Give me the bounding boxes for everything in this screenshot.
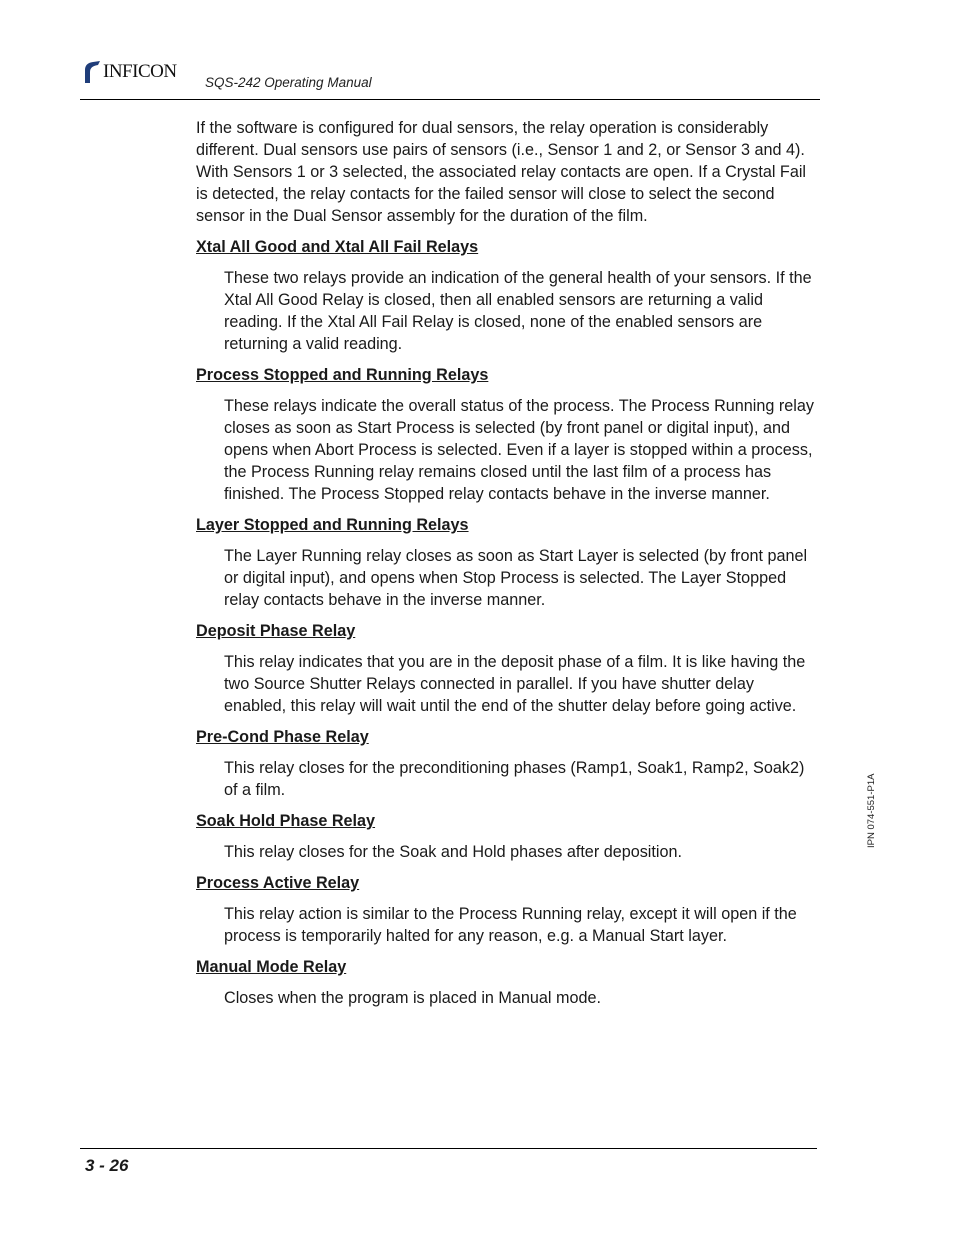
section-heading: Manual Mode Relay [196, 958, 347, 976]
section-body: Closes when the program is placed in Manual mode. [224, 989, 602, 1007]
section-soak-hold-relay [196, 811, 820, 863]
footer-divider [80, 1148, 817, 1149]
section-heading: Deposit Phase Relay [196, 622, 356, 640]
page-header [80, 58, 820, 100]
intro-paragraph: If the software is configured for dual sensors, the relay operation is considerably different. Dual sensors use pairs of sensors (i.e., Sensor 1 and 2, or Sensor 3 and 4). With Sensors 1 or 3 selected, the associated relay contacts are open. If a Crystal Fail is detected, the relay contacts for the failed sensor will close to select the second sensor in the Dual Sensor assembly for the duration of the film. [196, 119, 807, 225]
section-body: These relays indicate the overall status of the process. The Process Running relay closes as soon as Start Process is selected (by front panel or digital input), and opens when Abort Process is selected. Even if a layer is stopped within a process, the Process Running relay remains closed until the last film of a process has finished. The Process Stopped relay contacts behave in the inverse manner. [224, 397, 814, 503]
inficon-logo-icon [82, 61, 102, 83]
document-part-number: IPN 074-551-P1A [866, 773, 877, 848]
section-body: This relay action is similar to the Process Running relay, except it will open if the process is temporarily halted for any reason, e.g. a Manual Start layer. [224, 905, 797, 945]
section-deposit-phase-relay [196, 621, 820, 717]
section-body: This relay indicates that you are in the deposit phase of a film. It is like having the two Source Shutter Relays connected in parallel. If you have shutter delay enabled, this relay will wait until the end of the shutter delay before going active. [224, 653, 806, 715]
section-xtal-relays [196, 237, 820, 355]
section-heading: Xtal All Good and Xtal All Fail Relays [196, 238, 479, 256]
header-divider [80, 99, 820, 100]
section-body: This relay closes for the Soak and Hold phases after deposition. [224, 843, 683, 861]
section-body: The Layer Running relay closes as soon as Start Layer is selected (by front panel or digital input), and opens when Stop Process is selected. The Layer Stopped relay contacts behave in the inverse manner. [224, 547, 808, 609]
section-heading: Pre-Cond Phase Relay [196, 728, 369, 746]
section-process-relays [196, 365, 820, 505]
section-process-active-relay [196, 873, 820, 947]
inficon-logo [82, 60, 177, 84]
section-manual-mode-relay [196, 957, 820, 1009]
section-heading: Process Active Relay [196, 874, 360, 892]
logo-text: INFICON [103, 61, 177, 82]
section-body: This relay closes for the preconditioning phases (Ramp1, Soak1, Ramp2, Soak2) of a film. [224, 759, 805, 799]
page-content [196, 117, 820, 1009]
section-body: These two relays provide an indication of the general health of your sensors. If the Xtal All Good Relay is closed, then all enabled sensors are returning a valid reading. If the Xtal All Fail Relay is closed, none of the enabled sensors are returning a valid reading. [224, 269, 812, 353]
section-layer-relays [196, 515, 820, 611]
section-heading: Soak Hold Phase Relay [196, 812, 376, 830]
section-precond-phase-relay [196, 727, 820, 801]
manual-title: SQS-242 Operating Manual [205, 75, 372, 90]
section-heading: Process Stopped and Running Relays [196, 366, 489, 384]
section-heading: Layer Stopped and Running Relays [196, 516, 469, 534]
page-number: 3 - 26 [85, 1156, 129, 1175]
